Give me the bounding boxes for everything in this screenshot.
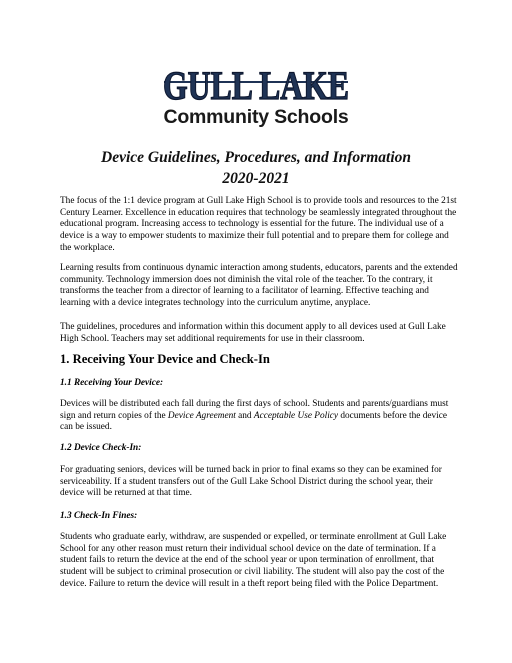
logo-tagline: Community Schools: [163, 106, 349, 128]
section-1-1-text: Devices will be distributed each fall during the first days of school. Students and parents/guardians must sign and return copies of the Device Agreement and Acceptable Use Policy documents before the device can be issued.: [60, 399, 449, 433]
document-title: Device Guidelines, Procedures, and Information: [101, 149, 411, 166]
acceptable-use-policy-title: Acceptable Use Policy: [253, 410, 339, 421]
gull-lake-logo: [150, 60, 362, 132]
svg-text:GULL LAKE: GULL LAKE: [163, 63, 349, 108]
intro-paragraph-2: Learning results from continuous dynamic interaction among students, educators, parents and the extended community. Technology immersion does not diminish the vital role of the teacher. To the contrary, it transforms the teacher from a director of learning to a facilitator of learning. Effective teaching and learning with a device integrates technology into the curriculum anytime, anyplace.: [60, 263, 458, 309]
document-year: 2020-2021: [222, 170, 290, 187]
section-1-2-text: For graduating seniors, devices will be turned back in prior to final exams so they can be examined for serviceability. If a student transfers out of the Gull Lake School District during the school year, their device will be returned at that time.: [60, 465, 442, 499]
section-1-1-heading: 1.1 Receiving Your Device:: [60, 378, 164, 388]
intro-paragraph-3: The guidelines, procedures and information within this document apply to all devices used at Gull Lake High School. Teachers may set additional requirements for use in their classroom.: [60, 322, 446, 344]
gull-lake-wordmark: [160, 60, 352, 106]
section-1-3-heading: 1.3 Check-In Fines:: [60, 511, 138, 521]
section-1-heading: 1. Receiving Your Device and Check-In: [60, 352, 270, 366]
section-1-2-heading: 1.2 Device Check-In:: [60, 443, 142, 453]
device-agreement-title: Device Agreement: [167, 410, 236, 421]
section-1-3-text: Students who graduate early, withdraw, are suspended or expelled, or terminate enrollment at Gull Lake School for any other reason must return their individual school device on the date of termination. If a student fails to return the device at the end of the school year or upon termination of enrollment, that student will be subject to criminal prosecution or civil liability. The student will also pay the cost of the device. Failure to return the device will result in a theft report being filed with the Police Department.: [60, 532, 447, 589]
intro-paragraph-1: The focus of the 1:1 device program at Gull Lake High School is to provide tools and resources to the 21st Century Learner. Excellence in education requires that technology be seamlessly integrated throughout the educational program. Increasing access to technology is essential for the future. The individual use of a device is a way to empower students to maximize their full potential and to prepare them for college and the workplace.: [60, 196, 457, 253]
